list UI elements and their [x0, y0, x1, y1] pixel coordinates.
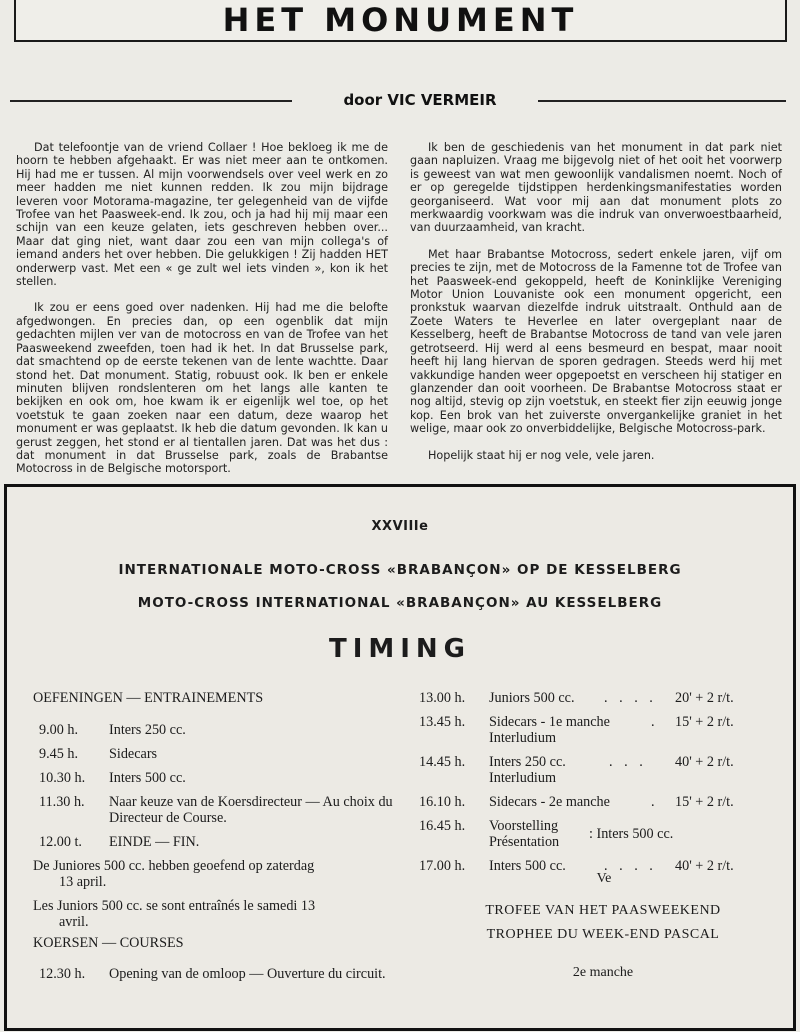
race-duration: 15' + 2 r/t. [675, 794, 734, 810]
article-column-right [410, 141, 782, 475]
note-nl [33, 858, 393, 890]
timing-title: TIMING [328, 634, 472, 664]
article-paragraph: Hopelijk staat hij er nog vele, vele jaren. [428, 448, 655, 462]
article-column-left [16, 141, 388, 489]
timing-box [4, 484, 796, 1031]
race-duration: 40' + 2 r/t. [675, 858, 734, 874]
race-duration: 20' + 2 r/t. [675, 690, 734, 706]
note-fr-line2: avril. [59, 914, 89, 930]
race-desc: Juniors 500 cc. [489, 690, 575, 706]
race-desc: Sidecars - 2e manche [489, 794, 610, 810]
schedule-time: 12.00 t. [39, 834, 82, 850]
article-paragraph: Met haar Brabantse Motocross, sedert enkele jaren, vijf om precies te zijn, met de Motocross de la Famenne tot de Trofee van het Paasweek-end gekoppeld, heeft de Koninklijke Vereniging Motor Union Louvaniste ook een monument opgericht, een pronkstuk waarvan diezelfde indruk uitstraalt. Onthuld aan de Zoete Waters te Heverlee en later overgeplant naar de Kesselberg, heeft de Brabantse Motocross de tand van vele jaren getrotseerd. Hij werd al eens besmeurd en bespat, maar nooit heeft hij lang hiervan de sporen gedragen. Steeds werd hij met vakkundige handen weer opgepoetst en verscheen hij statiger en glanzender dan ooit voorheen. De Brabantse Motocross staat er nog altijd, stevig op zijn voetstuk, en steekt fier zijn eeuwig jonge kop. Een brok van het zuiverste onvergankelijke graniet in het welige, maar ook zo onverbiddelijke, Belgische Motocross-park. [410, 247, 782, 436]
schedule-time: 12.30 h. [39, 966, 86, 982]
race-time: 16.10 h. [419, 794, 466, 810]
race-time: 17.00 h. [419, 858, 466, 874]
races-header: KOERSEN — COURSES [33, 935, 184, 951]
schedule-time: 11.30 h. [39, 794, 85, 810]
race-time: 14.45 h. [419, 754, 466, 770]
race-desc: Voorstelling [489, 818, 559, 834]
byline-rule-left [10, 100, 292, 102]
race-dots: . . . . [604, 690, 657, 706]
byline-row [10, 90, 786, 110]
schedule-desc: Inters 250 cc. [109, 722, 186, 738]
race-desc: Inters 250 cc. [489, 754, 566, 770]
race-interlude: Interludium [489, 730, 556, 746]
event-title-fr: MOTO-CROSS INTERNATIONAL «BRABANÇON» AU KESSELBERG [137, 595, 663, 611]
schedule-time: 9.00 h. [39, 722, 79, 738]
page-title: HET MONUMENT [222, 1, 579, 39]
trophy-title-nl: TROFEE VAN HET PAASWEEKEND [485, 903, 721, 918]
training-header: OEFENINGEN — ENTRAINEMENTS [33, 690, 264, 706]
schedule-time: 9.45 h. [39, 746, 79, 762]
note-fr [33, 898, 393, 930]
race-dots: . [651, 794, 659, 810]
note-nl-line1: De Juniores 500 cc. hebben geoefend op zaterdag [33, 858, 315, 874]
race-time: 16.45 h. [419, 818, 466, 834]
race-presentation: Présentation [489, 834, 560, 850]
schedule-time: 10.30 h. [39, 770, 86, 786]
race-duration: 40' + 2 r/t. [675, 754, 734, 770]
note-nl-line2: 13 april. [59, 874, 107, 890]
title-box [14, 0, 787, 42]
article-paragraph: Dat telefoontje van de vriend Collaer ! Hoe bekloeg ik me de hoorn te hebben afgehaakt. Er was niet meer aan te ontkomen. Hij had me er tussen. Al mijn voorwendsels over veel werk en zo meer hadden me niet kunnen redden. Ik zou mijn bijdrage leveren voor Motorama-magazine, ter gelegenheid van de vijfde Trofee van het Paasweek-end. Ik zou, och ja had hij mij maar een schijn van een keuze gelaten, iets geschreven hebben over... Maar dat ging niet, want daar zou een van mijn collega's of iemand anders het over hebben. Die gelukkigen ! Zij hadden HET onderwerp vast. Met een « ge zult wel iets vinden », kon ik het stellen. [16, 141, 388, 289]
schedule-desc: EINDE — FIN. [109, 834, 200, 850]
trophy-title-fr: TROPHEE DU WEEK-END PASCAL [486, 927, 720, 942]
race-desc: Inters 500 cc. [489, 858, 566, 874]
schedule-desc: Opening van de omloop — Ouverture du circuit. [109, 966, 386, 982]
race-dots: . . . . [604, 858, 657, 874]
final-edition: Ve [596, 871, 612, 886]
trophy-manche: 2e manche [572, 965, 634, 980]
article-paragraph: Ik ben de geschiedenis van het monument in dat park niet gaan napluizen. Vraag me bijgevolg niet of het ooit het voorwerp is geweest van wat men gewoonlijk vandalismen noemt. Noch of er op geregelde tijdstippen herdenkingsmanifestaties worden georganiseerd. Wat voor mij aan dat monument plots zo merkwaardig voorkwam was die indruk van onverwoestbaarheid, van duurzaamheid, van kracht. [410, 141, 782, 235]
article-paragraph: Ik zou er eens goed over nadenken. Hij had me die belofte afgedwongen. En precies dan, op een ogenblik dat mijn gedachten mijlen ver van de motocross en van de Trofee van het Paasweekend zweefden, toen had ik het. In dat Brusselse park, dat smachtend op de eerste tekenen van de lente wachtte. Daar stond het. Dat monument. Statig, robuust ook. Ik ben er enkele minuten blijven rondslenteren om het langs alle kanten te bekijken en ook om, hoe kwam ik er eigenlijk wel toe, op het voetstuk te gaan zoeken naar een datum, deze waarop het monument er was geplaatst. Ik heb die datum gevonden. Ik kan u gerust zeggen, het stond er al tientallen jaren. Dat was het dus : dat monument in dat Brusselse park, zoals de Brabantse Motocross in de Belgische motorsport. [16, 301, 388, 476]
byline: door VIC VERMEIR [343, 91, 497, 109]
race-interlude: Interludium [489, 770, 556, 786]
race-duration: 15' + 2 r/t. [675, 714, 734, 730]
race-time: 13.45 h. [419, 714, 466, 730]
race-dots: . . . [609, 754, 647, 770]
note-fr-line1: Les Juniors 500 cc. se sont entraînés le samedi 13 [33, 898, 316, 914]
schedule-desc: Sidecars [109, 746, 158, 762]
byline-rule-right [538, 100, 786, 102]
event-title-nl: INTERNATIONALE MOTO-CROSS «BRABANÇON» OP DE KESSELBERG [118, 562, 682, 578]
race-presentation-detail: : Inters 500 cc. [589, 826, 674, 842]
race-time: 13.00 h. [419, 690, 466, 706]
schedule-desc: Naar keuze van de Koersdirecteur — Au choix du Directeur de Course. [109, 794, 393, 826]
schedule-desc: Inters 500 cc. [109, 770, 186, 786]
race-dots: . [651, 714, 659, 730]
edition-label: XXVIIIe [371, 519, 429, 534]
race-desc: Sidecars - 1e manche [489, 714, 610, 730]
